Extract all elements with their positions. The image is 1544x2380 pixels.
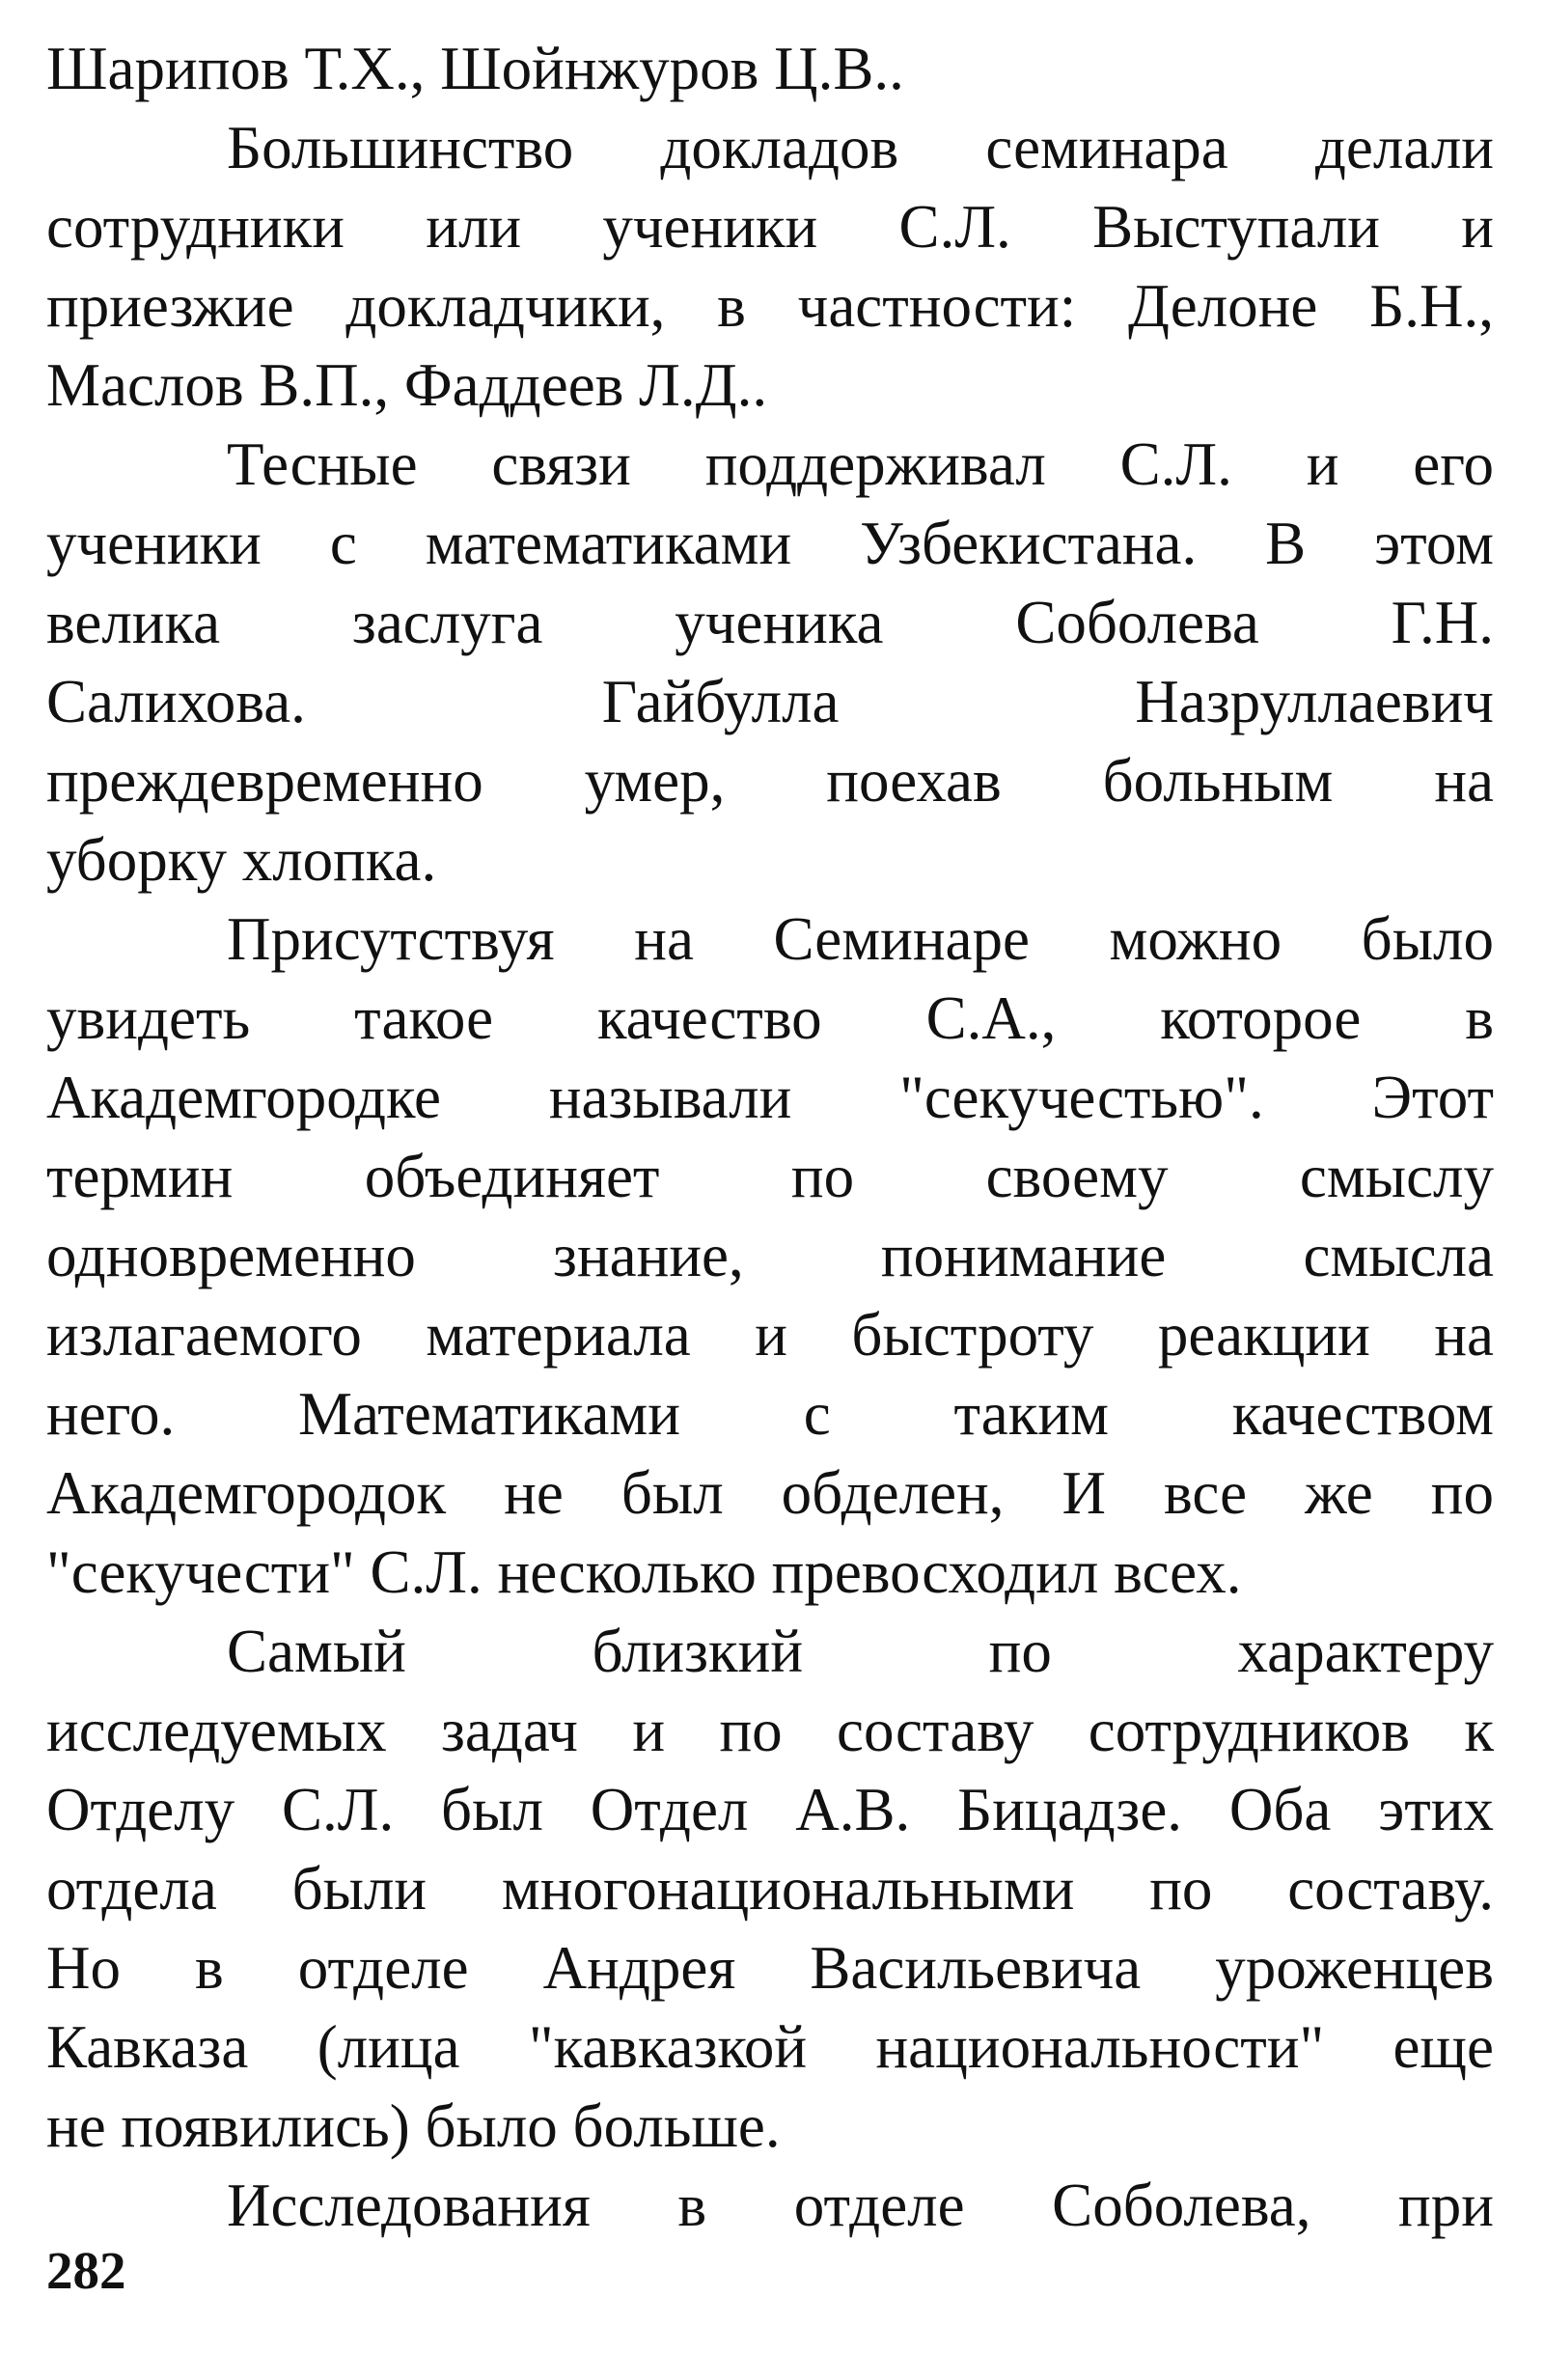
text-line: Исследования в отделе Соболева, при — [227, 2172, 1494, 2239]
text-line: уборку хлопка. — [46, 826, 437, 894]
text-line: велика заслуга ученика Соболева Г.Н. — [46, 589, 1494, 656]
text-line: излагаемого материала и быстроту реакции на — [46, 1301, 1494, 1369]
page-number: 282 — [46, 2241, 126, 2300]
document-page — [46, 29, 1494, 2245]
text-line: Салихова. Гайбулла Назруллаевич — [46, 668, 1494, 735]
text-line: него. Математиками с таким качеством — [46, 1380, 1494, 1448]
text-line: Самый близкий по характеру — [227, 1618, 1494, 1685]
text-line: приезжие докладчики, в частности: Делоне Б.Н., — [46, 272, 1494, 340]
text-line: Но в отделе Андрея Васильевича уроженцев — [46, 1934, 1494, 2002]
text-line: Большинство докладов семинара делали — [227, 114, 1494, 181]
text-line: ученики с математиками Узбекистана. В этом — [46, 510, 1494, 577]
text-line: увидеть такое качество С.А., которое в — [46, 984, 1494, 1052]
text-line: Шарипов Т.Х., Шойнжуров Ц.В.. — [46, 35, 904, 102]
text-line: термин объединяет по своему смыслу — [46, 1143, 1494, 1210]
text-line: сотрудники или ученики С.Л. Выступали и — [46, 193, 1494, 261]
text-line: Академгородок не был обделен, И все же по — [46, 1459, 1494, 1527]
text-line: отдела были многонациональными по составу. — [46, 1855, 1494, 1923]
text-line: Присутствуя на Семинаре можно было — [227, 905, 1494, 973]
text-line: Академгородке называли "секучестью". Этот — [46, 1064, 1494, 1131]
text-line: Отделу С.Л. был Отдел А.В. Бицадзе. Оба этих — [46, 1776, 1494, 1843]
text-line: не появились) было больше. — [46, 2092, 781, 2160]
text-line: Маслов В.П., Фаддеев Л.Д.. — [46, 351, 768, 419]
text-line: исследуемых задач и по составу сотрудников к — [46, 1697, 1494, 1764]
text-line: преждевременно умер, поехав больным на — [46, 747, 1494, 815]
text-line: "секучести" С.Л. несколько превосходил всех. — [46, 1538, 1242, 1606]
text-line: Тесные связи поддерживал С.Л. и его — [227, 430, 1494, 498]
text-line: одновременно знание, понимание смысла — [46, 1222, 1494, 1289]
text-line: Кавказа (лица "кавказкой национальности" еще — [46, 2013, 1494, 2081]
